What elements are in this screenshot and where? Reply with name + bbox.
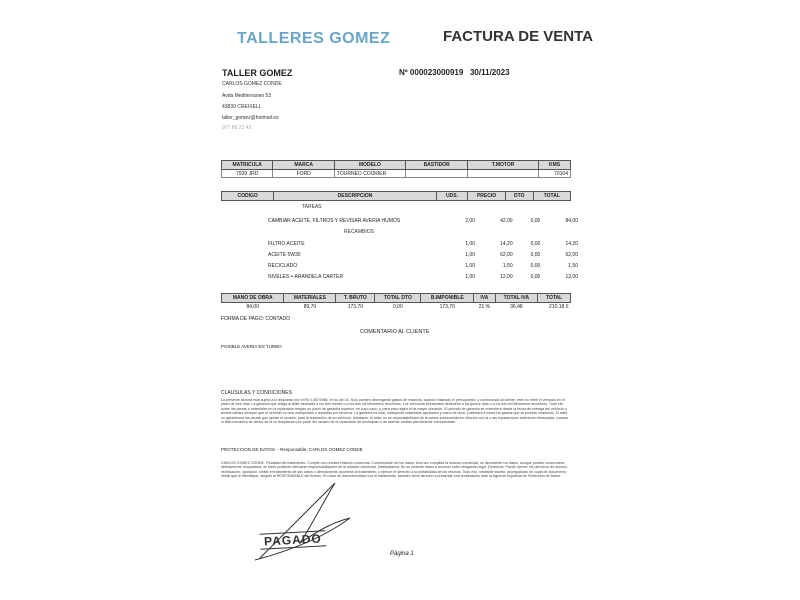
total-materials: 89,70	[303, 303, 317, 310]
totals-header-vat: IVA	[474, 294, 496, 303]
vehicle-header-model: MODELO	[334, 161, 405, 170]
line-units: 1,00	[465, 273, 475, 280]
seller-owner: CARLOS GOMEZ CONDE	[222, 81, 282, 87]
line-description: ACEITE 5W30	[268, 251, 301, 258]
line-total: 1,50	[568, 262, 578, 269]
data-protection-title: PROTECCION DE DATOS. - Responsable: CARLOS GOMEZ CONDE	[221, 447, 363, 452]
total-labour: 84,00	[246, 303, 259, 310]
vehicle-engine	[468, 170, 539, 178]
line-discount: 0,00	[530, 251, 541, 258]
seller-street: Avda Mediterraneo 53	[222, 93, 272, 99]
total-vat-rate: 21 %	[478, 303, 491, 310]
vehicle-header-chassis: BASTIDOR	[406, 161, 468, 170]
line-price: 1,50	[502, 262, 513, 269]
totals-header-labour: MANO DE OBRA	[222, 294, 284, 303]
seller-phone: 977 80 22 43	[222, 125, 252, 131]
total-vat: 36,48	[510, 303, 523, 310]
section-tasks: TAREAS	[302, 204, 322, 210]
clauses-text: La presente factura está sujeta a lo dispuesto por el RD 1457/1986, en su art 16. Solo pueden devengarse gastos de estancia, cuando realizado el presupuesto, y comunicado al cliente, este no retire el vehículo en el plazo de tres días. La garantía que obliga al taller deducida a los tres meses o a los dos mil kilómetros recorridos. Los vehículos industriales deducirán a los quince días o a los dos mil kilómetros recorridos. Todo ello sobre las piezas o materiales en la reparación tengan un plazo de garantía superior, en cuyo caso, y, para esta regirá el de mayor duración. El periodo de garantía se entenderá desde la fecha de entrega del vehículo y tendrá validez siempre que el vehículo no sea manipulado o reparado por terceros. La garantía es total, incluyendo materiales aportados y mano de obra, y afectará a todos los gastos que se puedan ocasionar. El taller no garantizará las piezas que aporte el usuario, para la reparación de su vehículo. Asimismo, el taller no se responsabilizará de la avería sobrevenida en relación con la o las reparaciones anteriores efectuadas, cuando el fallo mecánico se derive de la no aceptación por parte del usuario de la reparación de anomalías o de averías ocultas previamente comunicadas.	[221, 398, 569, 425]
lines-header-table	[221, 191, 571, 201]
total-discount: 0,00	[393, 303, 403, 310]
invoice-number-line	[399, 68, 510, 77]
totals-header-gross: T. BRUTO	[336, 294, 375, 303]
line-units: 1,00	[465, 240, 475, 247]
totals-header-taxable: B.IMPONIBLE	[421, 294, 474, 303]
brand-logo: TALLERES GOMEZ	[237, 30, 391, 47]
line-price: 62,00	[500, 251, 513, 258]
table-row	[266, 260, 580, 271]
line-description: RECICLADO	[268, 262, 298, 269]
vehicle-kms: 70104	[539, 170, 571, 178]
vehicle-header-engine: T.MOTOR	[468, 161, 539, 170]
total-gross: 173,70	[347, 303, 363, 310]
lines-header-units: UDS.	[436, 192, 468, 201]
line-discount: 0,00	[530, 240, 541, 247]
signature-icon	[240, 478, 380, 568]
vehicle-brand: FORD	[273, 170, 334, 178]
vehicle-model: TOURNEO COURIER	[334, 170, 405, 178]
line-discount: 0,00	[530, 217, 541, 224]
invoice-number: Nº 000023000919	[399, 68, 464, 77]
table-row	[266, 238, 580, 249]
line-discount: 0,00	[530, 273, 541, 280]
comment-title: COMENTARIO AL CLIENTE	[360, 329, 430, 335]
total-taxable: 173,70	[439, 303, 455, 310]
vehicle-header-plate: MATRICULA	[222, 161, 273, 170]
paid-stamp: PAGADO	[260, 530, 327, 549]
totals-header-total: TOTAL	[538, 294, 571, 303]
line-description: FILTRO ACEITE	[268, 240, 305, 247]
part-lines	[266, 238, 580, 282]
section-parts: RECAMBIOS	[344, 229, 375, 235]
payment-method: FORMA DE PAGO: CONTADO	[221, 316, 290, 322]
line-units: 1,00	[465, 251, 475, 258]
data-protection-text: CARLOS GOMEZ CONDE. Finalidad del tratamiento: Cumplir con nuestra relación comercial. Conservación de los datos: Una vez cumplida la relación comercial, se devolverán los datos, aunque podrán conservarse, debidamente bloqueados, en tanto pudieran derivarse responsabilidades de la relación comercial. Destinatarios: No se cederán datos a terceros salvo obligación legal. Derechos: Puede ejercer los derechos de acceso, rectificación, oposición, limitar el tratamiento de sus datos o directamente oponerse al tratamiento, o ejercer el derecho a la portabilidad de los mismos. Todo ello, mediante escrito, acompañado de copia de documento oficial que le identifique, dirigido al RESPONSABLE del fichero. En caso de disconformidad con el tratamiento, también tiene derecho a presentar una reclamación ante la Agencia Española de Protección de Datos.	[221, 461, 568, 479]
vehicle-plate: 7939 JRD	[222, 170, 273, 178]
line-price: 42,00	[500, 217, 513, 224]
line-total: 84,00	[565, 217, 578, 224]
totals-table	[221, 293, 571, 310]
table-row	[266, 271, 580, 282]
totals-header-vat-total: TOTAL IVA	[495, 294, 538, 303]
table-row	[266, 215, 580, 226]
task-lines	[266, 215, 580, 226]
seller-city: 43839 CREIXELL	[222, 104, 262, 110]
lines-header-code: CODIGO	[222, 192, 274, 201]
seller-email: taller_gomez@hotmail.es	[222, 115, 279, 121]
line-price: 12,00	[500, 273, 513, 280]
table-row	[266, 249, 580, 260]
line-price: 14,20	[500, 240, 513, 247]
vehicle-header-kms: KMS	[539, 161, 571, 170]
lines-header-price: PRECIO	[468, 192, 506, 201]
line-total: 12,00	[565, 273, 578, 280]
seller-name: TALLER GOMEZ	[222, 68, 293, 78]
lines-header-discount: DTO	[505, 192, 533, 201]
line-discount: 0,00	[530, 262, 541, 269]
line-total: 14,20	[565, 240, 578, 247]
customer-comment: POSIBLE AVERIA EN TURBO	[221, 344, 282, 349]
lines-header-total: TOTAL	[533, 192, 570, 201]
page-number: Página 1	[390, 551, 414, 557]
line-units: 1,00	[465, 262, 475, 269]
document-title: FACTURA DE VENTA	[443, 28, 593, 45]
clauses-title: CLAUSULAS Y CONDICIONES	[221, 390, 292, 396]
vehicle-chassis	[406, 170, 468, 178]
total-amount: 210,18 €	[549, 303, 569, 310]
totals-header-discount: TOTAL DTO	[375, 294, 421, 303]
vehicle-header-brand: MARCA	[273, 161, 334, 170]
line-total: 62,00	[565, 251, 578, 258]
vehicle-table	[221, 160, 571, 178]
totals-header-materials: MATERIALES	[284, 294, 336, 303]
line-description: CAMBIAR ACEITE, FILTROS Y REVISAR AVERIA HUMOS	[268, 217, 401, 224]
line-units: 2,00	[465, 217, 475, 224]
invoice-date: 30/11/2023	[469, 68, 510, 77]
line-description: NIVELES + ARANDELA CARTER	[268, 273, 344, 280]
lines-header-description: DESCRIPCION	[274, 192, 436, 201]
